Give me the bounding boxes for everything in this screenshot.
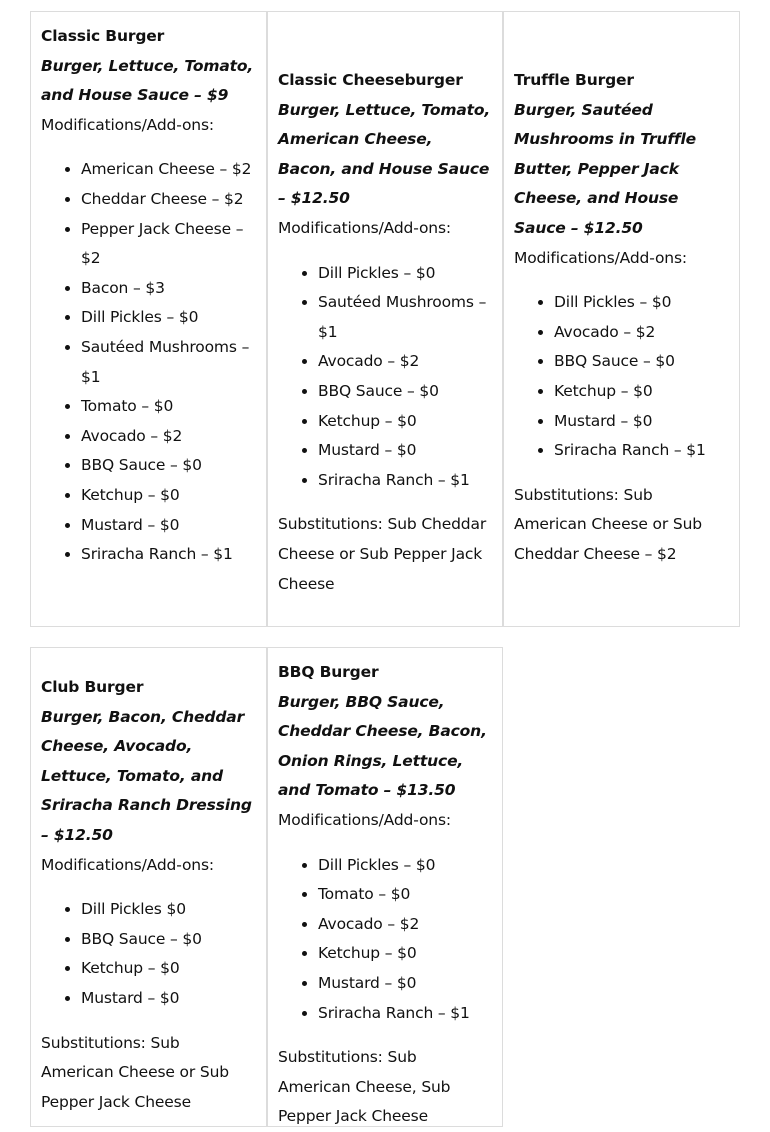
addon-item: • Dill Pickles – $0 bbox=[554, 288, 729, 318]
addon-item: • American Cheese – $2 bbox=[81, 155, 256, 185]
addon-item: • Avocado – $2 bbox=[554, 318, 729, 348]
menu-card-club-burger bbox=[30, 647, 267, 1127]
addon-item: • Mustard – $0 bbox=[81, 984, 256, 1014]
modifications-label: Modifications/Add-ons: bbox=[41, 115, 214, 134]
addon-item: • Ketchup – $0 bbox=[554, 377, 729, 407]
addon-item: • Dill Pickles – $0 bbox=[81, 303, 256, 333]
addons-list bbox=[41, 155, 256, 569]
addon-item: • Pepper Jack Cheese – $2 bbox=[81, 215, 256, 274]
burger-description: Burger, BBQ Sauce, Cheddar Cheese, Bacon, Onion Rings, Lettuce, and Tomato – $13.50 bbox=[278, 692, 487, 800]
addon-item: • BBQ Sauce – $0 bbox=[81, 925, 256, 955]
addon-item: • Dill Pickles – $0 bbox=[318, 851, 492, 881]
modifications-label: Modifications/Add-ons: bbox=[278, 810, 451, 829]
addon-item: • Mustard – $0 bbox=[81, 511, 256, 541]
substitutions-text: Substitutions: Sub American Cheese or Sub Cheddar Cheese – $2 bbox=[514, 485, 702, 563]
addon-item: • Sriracha Ranch – $1 bbox=[318, 466, 492, 496]
addons-list bbox=[41, 895, 256, 1013]
addon-item: • Avocado – $2 bbox=[318, 910, 492, 940]
substitutions-text: Substitutions: Sub Cheddar Cheese or Sub Pepper Jack Cheese bbox=[278, 515, 487, 593]
modifications-label: Modifications/Add-ons: bbox=[514, 248, 687, 267]
addon-item: • Tomato – $0 bbox=[81, 392, 256, 422]
addon-item: • Dill Pickles $0 bbox=[81, 895, 256, 925]
burger-description: Burger, Bacon, Cheddar Cheese, Avocado, Lettuce, Tomato, and Sriracha Ranch Dressing – $12.50 bbox=[41, 707, 252, 844]
burger-name: Classic Cheeseburger bbox=[278, 71, 463, 89]
addon-item: • Ketchup – $0 bbox=[318, 939, 492, 969]
addon-item: • BBQ Sauce – $0 bbox=[81, 451, 256, 481]
addon-item: • Sautéed Mushrooms – $1 bbox=[81, 333, 256, 392]
burger-description: Burger, Lettuce, Tomato, and House Sauce – $9 bbox=[41, 56, 254, 105]
addon-item: • Tomato – $0 bbox=[318, 880, 492, 910]
burger-name: Club Burger bbox=[41, 678, 144, 696]
addon-item: • Ketchup – $0 bbox=[81, 481, 256, 511]
addons-list bbox=[278, 259, 492, 496]
menu-card-classic-burger bbox=[30, 11, 267, 627]
addon-item: • Ketchup – $0 bbox=[318, 407, 492, 437]
addon-item: • Mustard – $0 bbox=[318, 436, 492, 466]
menu-card-classic-cheeseburger bbox=[267, 11, 503, 627]
addon-item: • BBQ Sauce – $0 bbox=[554, 347, 729, 377]
addon-item: • Bacon – $3 bbox=[81, 274, 256, 304]
modifications-label: Modifications/Add-ons: bbox=[278, 218, 451, 237]
substitutions-text: Substitutions: Sub American Cheese or Sub Pepper Jack Cheese bbox=[41, 1033, 229, 1111]
addons-list bbox=[278, 851, 492, 1029]
addon-item: • Mustard – $0 bbox=[554, 407, 729, 437]
addon-item: • BBQ Sauce – $0 bbox=[318, 377, 492, 407]
addon-item: • Avocado – $2 bbox=[318, 347, 492, 377]
menu-card-bbq-burger bbox=[267, 647, 503, 1127]
addon-item: • Dill Pickles – $0 bbox=[318, 259, 492, 289]
addon-item: • Sautéed Mushrooms – $1 bbox=[318, 288, 492, 347]
burger-name: BBQ Burger bbox=[278, 663, 379, 681]
addon-item: • Sriracha Ranch – $1 bbox=[554, 436, 729, 466]
addon-item: • Mustard – $0 bbox=[318, 969, 492, 999]
burger-description: Burger, Sautéed Mushrooms in Truffle Butter, Pepper Jack Cheese, and House Sauce – $12.50 bbox=[514, 100, 697, 237]
substitutions-text: Substitutions: Sub American Cheese, Sub Pepper Jack Cheese bbox=[278, 1048, 451, 1126]
addon-item: • Sriracha Ranch – $1 bbox=[318, 999, 492, 1029]
burger-name: Truffle Burger bbox=[514, 71, 634, 89]
modifications-label: Modifications/Add-ons: bbox=[41, 855, 214, 874]
addons-list bbox=[514, 288, 729, 466]
burger-name: Classic Burger bbox=[41, 27, 165, 45]
burger-description: Burger, Lettuce, Tomato, American Cheese, Bacon, and House Sauce – $12.50 bbox=[278, 100, 491, 208]
addon-item: • Cheddar Cheese – $2 bbox=[81, 185, 256, 215]
addon-item: • Sriracha Ranch – $1 bbox=[81, 540, 256, 570]
menu-card-truffle-burger bbox=[503, 11, 740, 627]
addon-item: • Avocado – $2 bbox=[81, 422, 256, 452]
addon-item: • Ketchup – $0 bbox=[81, 954, 256, 984]
